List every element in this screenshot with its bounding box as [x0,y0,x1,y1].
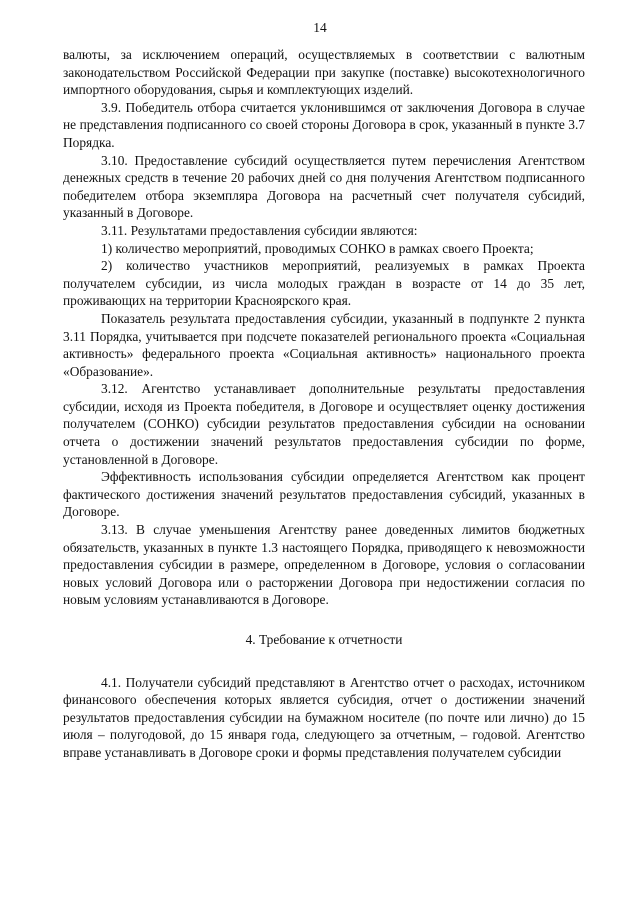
paragraph-3-13: 3.13. В случае уменьшения Агентству ранее доведенных лимитов бюджетных обязательств, указанных в пункте 1.3 настоящего Порядка, приводящего к невозможности предоставления субсидии в размере, определенном в Договоре, условия о согласовании новых условий Договора или о расторжении Договора при недостижении согласия по новым условиям устанавливаются в Договоре. [63,522,585,608]
paragraph-efficiency: Эффективность использования субсидии определяется Агентством как процент фактического достижения значений результатов предоставления субсидий, указанных в Договоре. [63,469,585,520]
paragraph-indicator: Показатель результата предоставления субсидии, указанный в подпункте 2 пункта 3.11 Порядка, учитывается при подсчете показателей регионального проекта «Социальная активность» федерального проекта «Социальная активность» национального проекта «Образование». [63,310,585,379]
document-body [63,46,585,762]
paragraph-3-11: 3.11. Результатами предоставления субсидии являются: [101,222,418,238]
paragraph-3-11-item-2: 2) количество участников мероприятий, реализуемых в рамках Проекта получателем субсидии, из числа молодых граждан в возрасте от 14 до 35 лет, проживающих на территории Красноярского края. [63,258,585,309]
paragraph-3-12: 3.12. Агентство устанавливает дополнительные результаты предоставления субсидии, исходя из Проекта победителя, в Договоре и осуществляет оценку достижения получателем (СОНКО) субсидии результатов предоставления субсидии на основании отчета о достижении значений результатов предоставления субсидии по форме, установленной в Договоре. [63,381,585,467]
paragraph-3-10: 3.10. Предоставление субсидий осуществляется путем перечисления Агентством денежных средств в течение 20 рабочих дней со дня получения Агентством подписанного победителем отбора экземпляра Договора на расчетный счет получателя субсидий, указанный в Договоре. [63,152,585,221]
section-title: 4. Требование к отчетности [245,632,403,647]
paragraph-4-1: 4.1. Получатели субсидий представляют в Агентство отчет о расходах, источником финансового обеспечения которых является субсидия, отчет о достижении значений результатов предоставления субсидии на бумажном носителе (по почте или лично) до 15 июля – полугодовой, до 15 января года, следующего за отчетным, – годовой. Агентство вправе устанавливать в Договоре сроки и формы представления получателем субсидии [63,674,585,760]
paragraph-continuation: валюты, за исключением операций, осуществляемых в соответствии с валютным законодательством Российской Федерации при закупке (поставке) высокотехнологичного импортного оборудования, сырья и комплектующих изделий. [63,47,585,98]
paragraph-3-11-item-1: 1) количество мероприятий, проводимых СОНКО в рамках своего Проекта; [101,240,534,256]
paragraph-3-9: 3.9. Победитель отбора считается уклонившимся от заключения Договора в случае не представления подписанного со своей стороны Договора в срок, указанный в пункте 3.7 Порядка. [63,99,585,150]
page-number: 14 [313,20,327,35]
